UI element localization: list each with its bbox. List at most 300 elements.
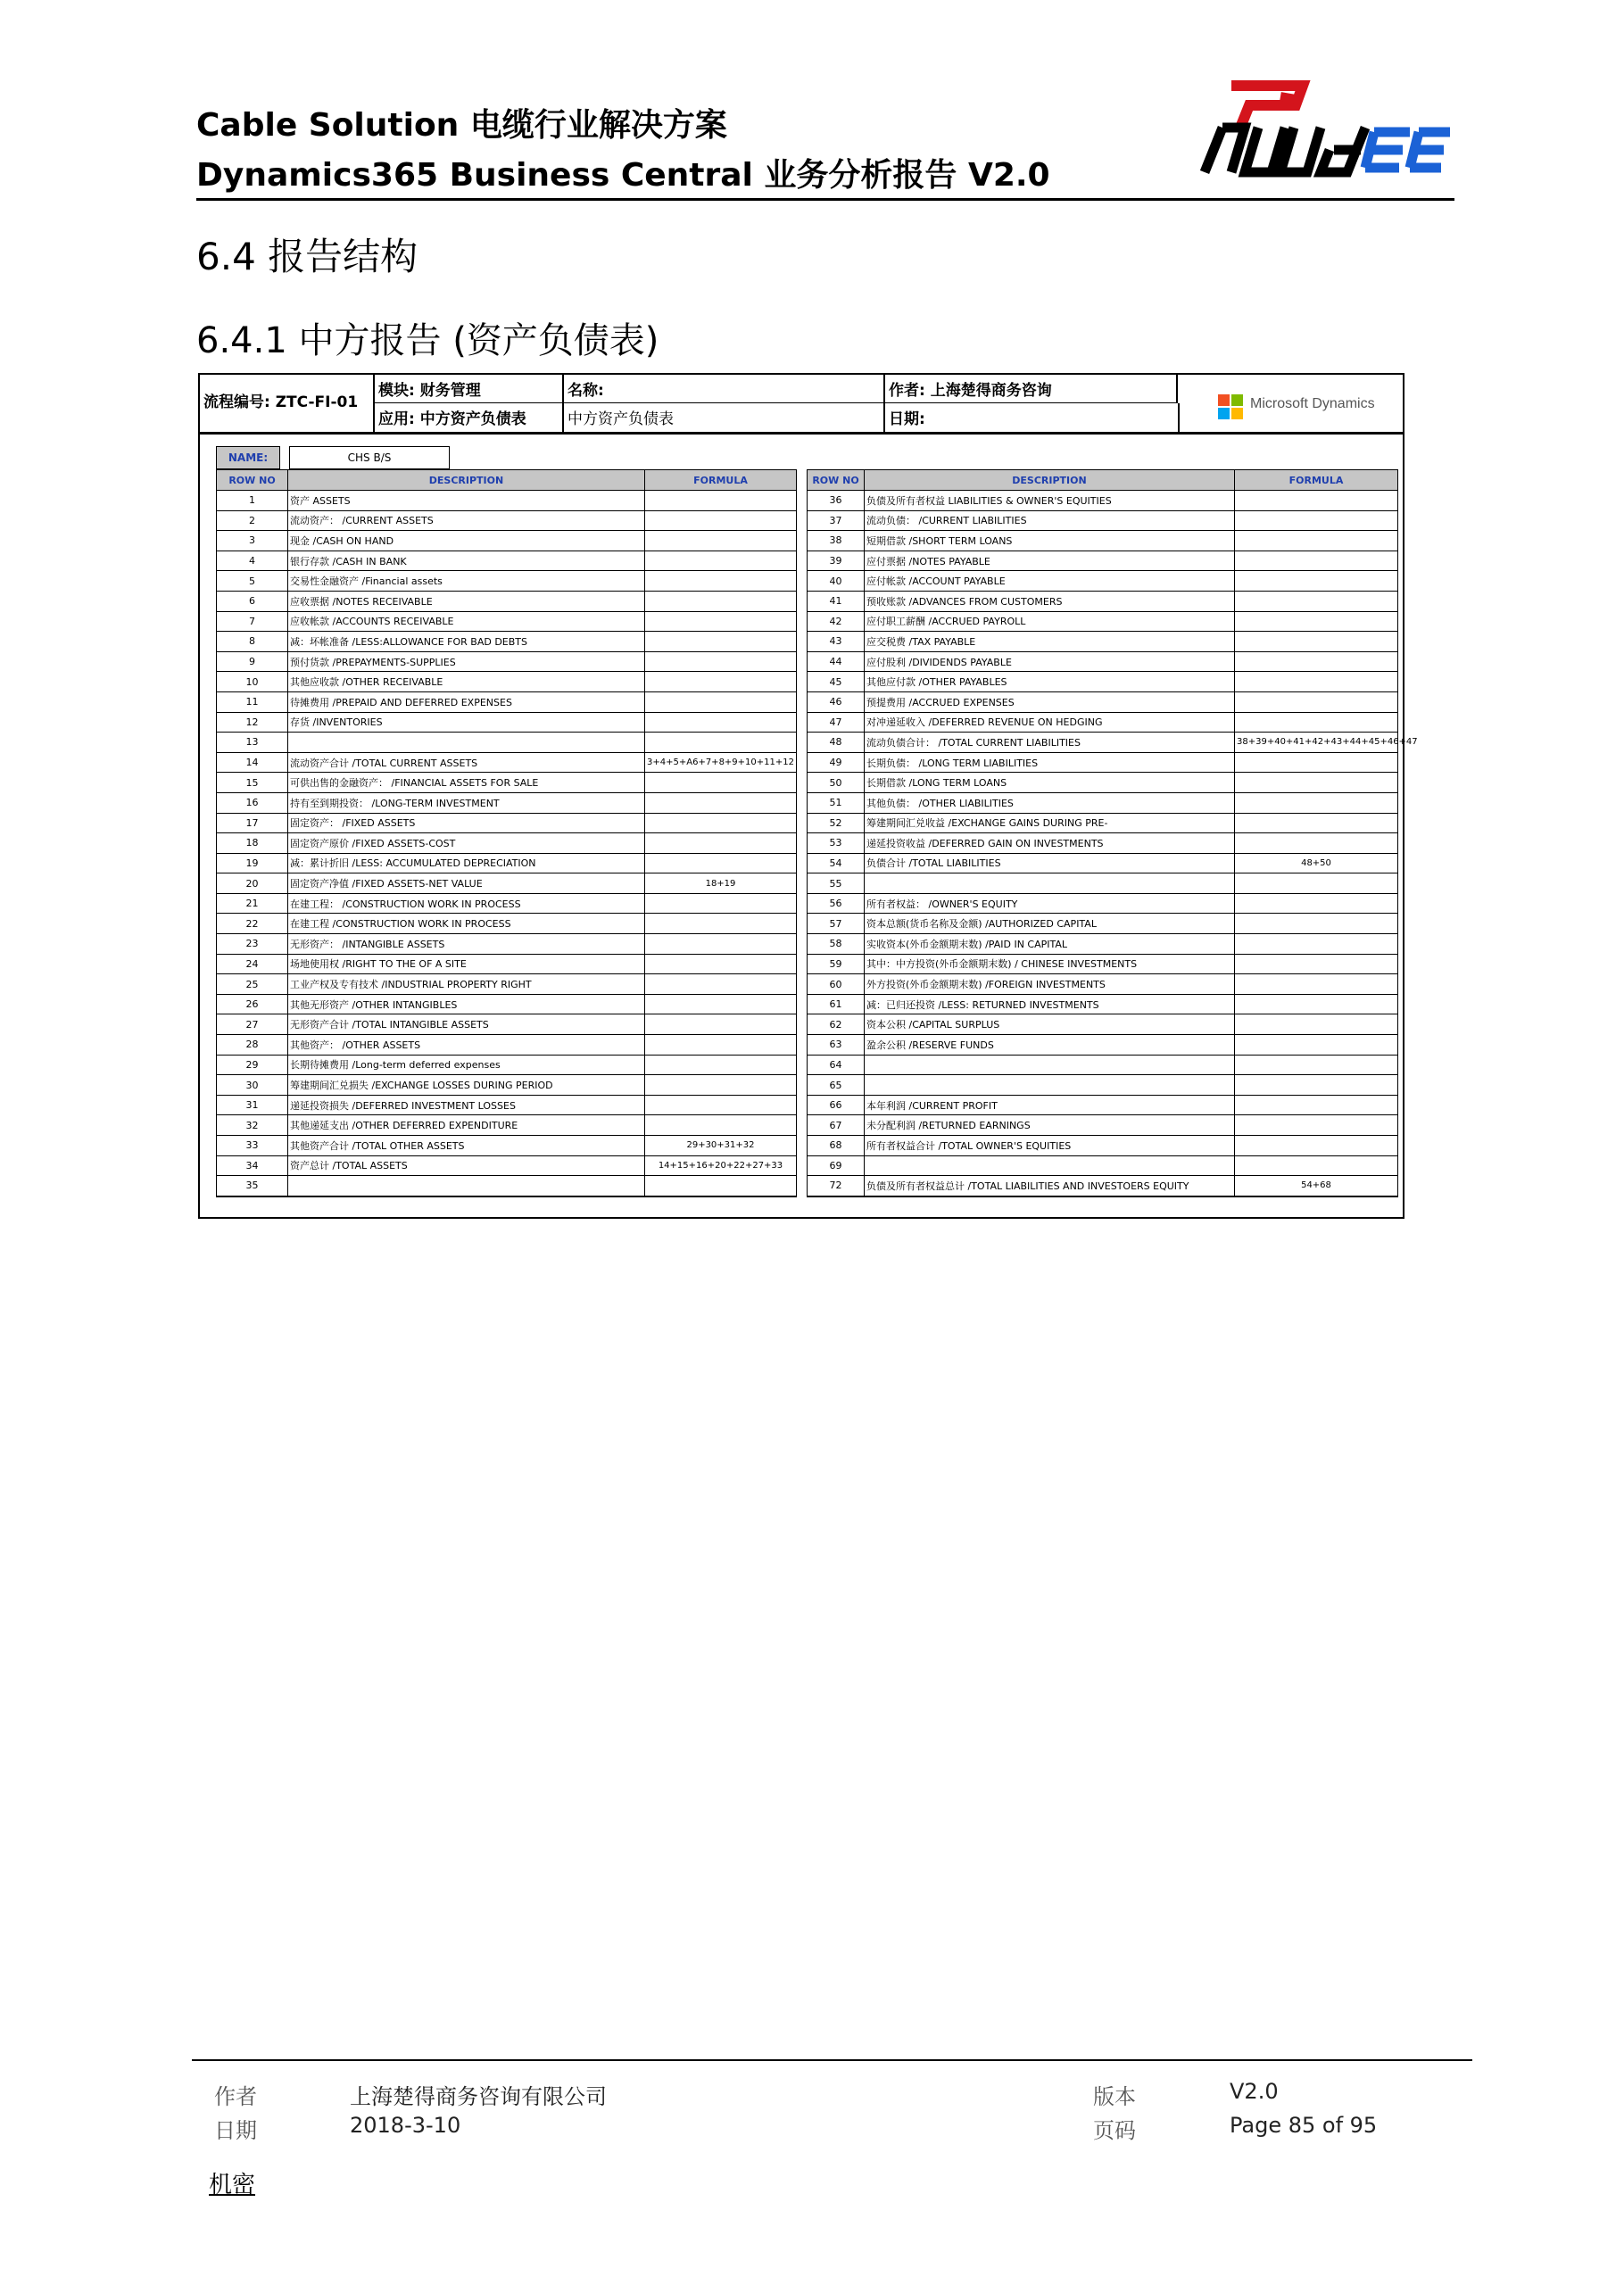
row-number: 11 <box>217 691 288 712</box>
row-description: 固定资产净值 /FIXED ASSETS-NET VALUE <box>288 873 645 894</box>
row-formula <box>1235 672 1398 692</box>
date-field: 日期: <box>883 403 1180 432</box>
row-number: 7 <box>217 611 288 632</box>
row-formula <box>645 591 797 611</box>
table-row <box>217 491 797 511</box>
row-description: 外方投资(外币金额期末数) /FOREIGN INVESTMENTS <box>865 974 1235 995</box>
table-row <box>217 853 797 873</box>
row-description: 资产总计 /TOTAL ASSETS <box>288 1155 645 1176</box>
row-formula <box>645 813 797 833</box>
row-description: 递延投资收益 /DEFERRED GAIN ON INVESTMENTS <box>865 833 1235 854</box>
table-row <box>217 531 797 551</box>
row-formula <box>645 651 797 672</box>
row-number: 26 <box>217 994 288 1014</box>
row-formula <box>1235 571 1398 592</box>
table-row <box>217 611 797 632</box>
row-number: 32 <box>217 1115 288 1136</box>
row-number: 3 <box>217 531 288 551</box>
row-description: 预付货款 /PREPAYMENTS-SUPPLIES <box>288 651 645 672</box>
row-formula: 48+50 <box>1235 853 1398 873</box>
row-formula <box>1235 632 1398 652</box>
table-row <box>808 672 1398 692</box>
row-number: 48 <box>808 733 865 753</box>
row-number: 40 <box>808 571 865 592</box>
row-number: 69 <box>808 1155 865 1176</box>
row-number: 5 <box>217 571 288 592</box>
row-formula <box>645 571 797 592</box>
table-row <box>808 1095 1398 1115</box>
table-row <box>808 1035 1398 1056</box>
row-formula <box>1235 1075 1398 1096</box>
row-description: 待摊费用 /PREPAID AND DEFERRED EXPENSES <box>288 691 645 712</box>
table-row <box>808 1155 1398 1176</box>
table-row <box>217 632 797 652</box>
row-formula <box>1235 934 1398 955</box>
row-formula <box>1235 813 1398 833</box>
row-number: 46 <box>808 691 865 712</box>
row-number: 42 <box>808 611 865 632</box>
form-meta <box>200 375 1403 434</box>
table-row <box>808 611 1398 632</box>
row-number: 19 <box>217 853 288 873</box>
row-formula: 54+68 <box>1235 1176 1398 1196</box>
row-description: 银行存款 /CASH IN BANK <box>288 551 645 571</box>
table-row <box>808 632 1398 652</box>
logo-text: Microsoft Dynamics <box>1250 396 1375 411</box>
row-description: 预收账款 /ADVANCES FROM CUSTOMERS <box>865 591 1235 611</box>
row-description: 无形资产： /INTANGIBLE ASSETS <box>288 934 645 955</box>
row-description: 可供出售的金融资产： /FINANCIAL ASSETS FOR SALE <box>288 773 645 793</box>
row-formula <box>645 833 797 854</box>
logo-square-icon <box>1231 408 1243 419</box>
row-number: 33 <box>217 1136 288 1156</box>
report-form <box>198 373 1418 1219</box>
row-formula <box>1235 1136 1398 1156</box>
row-description: 所有者权益： /OWNER'S EQUITY <box>865 893 1235 914</box>
row-number: 61 <box>808 994 865 1014</box>
row-description: 固定资产原价 /FIXED ASSETS-COST <box>288 833 645 854</box>
footer-page-label: 页码 <box>1093 2118 1136 2143</box>
row-description: 在建工程 /CONSTRUCTION WORK IN PROCESS <box>288 914 645 934</box>
row-number: 17 <box>217 813 288 833</box>
table-row <box>808 893 1398 914</box>
row-description: 应收帐款 /ACCOUNTS RECEIVABLE <box>288 611 645 632</box>
row-formula <box>645 1115 797 1136</box>
row-description: 未分配利润 /RETURNED EARNINGS <box>865 1115 1235 1136</box>
row-description: 应付帐款 /ACCOUNT PAYABLE <box>865 571 1235 592</box>
table-row <box>217 1176 797 1196</box>
row-description: 负债及所有者权益总计 /TOTAL LIABILITIES AND INVESTOERS EQUITY <box>865 1176 1235 1196</box>
row-description: 应付票据 /NOTES PAYABLE <box>865 551 1235 571</box>
row-formula <box>1235 893 1398 914</box>
row-formula <box>645 974 797 995</box>
module-field: 模块: 财务管理 <box>375 375 564 403</box>
footer-version-value: V2.0 <box>1230 2079 1279 2104</box>
row-description: 交易性金融资产 /Financial assets <box>288 571 645 592</box>
row-number: 68 <box>808 1136 865 1156</box>
row-formula <box>1235 1055 1398 1075</box>
table-row <box>808 813 1398 833</box>
row-number: 13 <box>217 733 288 753</box>
table-row <box>217 651 797 672</box>
table-row <box>217 813 797 833</box>
row-number: 55 <box>808 873 865 894</box>
row-number: 18 <box>217 833 288 854</box>
row-number: 22 <box>217 914 288 934</box>
row-description: 应交税费 /TAX PAYABLE <box>865 632 1235 652</box>
table-row <box>808 733 1398 753</box>
table-row <box>808 833 1398 854</box>
row-formula <box>1235 1095 1398 1115</box>
report-name-label: NAME: <box>216 446 280 469</box>
row-formula <box>1235 551 1398 571</box>
row-formula <box>1235 954 1398 974</box>
meta-rule <box>200 432 1403 435</box>
table-row <box>217 1095 797 1115</box>
row-description: 长期待摊费用 /Long-term deferred expenses <box>288 1055 645 1075</box>
microsoft-dynamics-logo <box>1213 387 1396 421</box>
row-description: 流动负债合计： /TOTAL CURRENT LIABILITIES <box>865 733 1235 753</box>
row-formula <box>645 712 797 733</box>
row-description: 其他应收款 /OTHER RECEIVABLE <box>288 672 645 692</box>
footer-page-value: Page 85 of 95 <box>1230 2113 1378 2138</box>
row-description: 减：累计折旧 /LESS: ACCUMULATED DEPRECIATION <box>288 853 645 873</box>
footer-date-label: 日期 <box>214 2118 257 2143</box>
company-logo <box>1196 79 1454 186</box>
row-description: 负债合计 /TOTAL LIABILITIES <box>865 853 1235 873</box>
row-formula <box>1235 491 1398 511</box>
row-number: 23 <box>217 934 288 955</box>
table-row <box>808 1055 1398 1075</box>
row-formula <box>645 1035 797 1056</box>
table-row <box>217 691 797 712</box>
row-number: 45 <box>808 672 865 692</box>
row-formula <box>1235 773 1398 793</box>
row-description: 流动资产合计 /TOTAL CURRENT ASSETS <box>288 752 645 773</box>
row-description <box>865 1075 1235 1096</box>
row-description: 长期借款 /LONG TERM LOANS <box>865 773 1235 793</box>
table-row <box>217 914 797 934</box>
row-description <box>865 873 1235 894</box>
table-row <box>808 1075 1398 1096</box>
table-row <box>217 1014 797 1035</box>
row-description: 应收票据 /NOTES RECEIVABLE <box>288 591 645 611</box>
col-description: DESCRIPTION <box>288 470 645 491</box>
table-row <box>217 1136 797 1156</box>
table-row <box>217 1075 797 1096</box>
row-description: 固定资产： /FIXED ASSETS <box>288 813 645 833</box>
row-description: 资本公积 /CAPITAL SURPLUS <box>865 1014 1235 1035</box>
row-number: 63 <box>808 1035 865 1056</box>
row-number: 56 <box>808 893 865 914</box>
row-number: 10 <box>217 672 288 692</box>
table-row <box>808 773 1398 793</box>
table-row <box>217 1115 797 1136</box>
table-row <box>808 651 1398 672</box>
row-description: 长期负债： /LONG TERM LIABILITIES <box>865 752 1235 773</box>
row-formula: 38+39+40+41+42+43+44+45+46+47 <box>1235 733 1398 753</box>
row-number: 12 <box>217 712 288 733</box>
row-number: 24 <box>217 954 288 974</box>
table-row <box>808 1176 1398 1196</box>
row-number: 53 <box>808 833 865 854</box>
row-description: 应付股利 /DIVIDENDS PAYABLE <box>865 651 1235 672</box>
row-description: 其他递延支出 /OTHER DEFERRED EXPENDITURE <box>288 1115 645 1136</box>
row-number: 49 <box>808 752 865 773</box>
row-formula <box>645 1014 797 1035</box>
report-name-value: CHS B/S <box>289 446 450 469</box>
row-description: 在建工程： /CONSTRUCTION WORK IN PROCESS <box>288 893 645 914</box>
table-row <box>217 712 797 733</box>
row-formula <box>645 1055 797 1075</box>
row-number: 28 <box>217 1035 288 1056</box>
row-number: 67 <box>808 1115 865 1136</box>
document-title-line2: Dynamics365 Business Central 业务分析报告 V2.0 <box>196 157 1050 194</box>
footer-author-label: 作者 <box>214 2084 257 2109</box>
table-row <box>808 934 1398 955</box>
row-formula <box>645 1075 797 1096</box>
row-formula <box>1235 691 1398 712</box>
row-formula <box>645 510 797 531</box>
name-label: 名称: <box>564 375 885 403</box>
row-description: 本年利润 /CURRENT PROFIT <box>865 1095 1235 1115</box>
row-formula: 29+30+31+32 <box>645 1136 797 1156</box>
document-title-line1: Cable Solution 电缆行业解决方案 <box>196 107 727 144</box>
row-formula <box>645 551 797 571</box>
col-formula: FORMULA <box>1235 470 1398 491</box>
table-row <box>217 792 797 813</box>
col-description: DESCRIPTION <box>865 470 1235 491</box>
name-value: 中方资产负债表 <box>564 403 885 432</box>
author-field: 作者: 上海楚得商务咨询 <box>883 375 1178 403</box>
row-description: 其他资产： /OTHER ASSETS <box>288 1035 645 1056</box>
row-number: 21 <box>217 893 288 914</box>
liabilities-table <box>807 469 1418 1197</box>
table-row <box>217 551 797 571</box>
table-row <box>217 571 797 592</box>
row-description: 负债及所有者权益 LIABILITIES & OWNER'S EQUITIES <box>865 491 1235 511</box>
row-number: 36 <box>808 491 865 511</box>
row-formula <box>645 672 797 692</box>
row-formula <box>1235 531 1398 551</box>
row-description: 其他资产合计 /TOTAL OTHER ASSETS <box>288 1136 645 1156</box>
row-formula: 3+4+5+A6+7+8+9+10+11+12 <box>645 752 797 773</box>
row-number: 16 <box>217 792 288 813</box>
row-description: 实收资本(外币金额期末数) /PAID IN CAPITAL <box>865 934 1235 955</box>
row-number: 66 <box>808 1095 865 1115</box>
col-formula: FORMULA <box>645 470 797 491</box>
row-description: 无形资产合计 /TOTAL INTANGIBLE ASSETS <box>288 1014 645 1035</box>
row-number: 29 <box>217 1055 288 1075</box>
table-row <box>217 773 797 793</box>
row-description: 存货 /INVENTORIES <box>288 712 645 733</box>
row-description: 应付职工薪酬 /ACCRUED PAYROLL <box>865 611 1235 632</box>
row-description: 对冲递延收入 /DEFERRED REVENUE ON HEDGING <box>865 712 1235 733</box>
row-number: 57 <box>808 914 865 934</box>
row-formula <box>645 994 797 1014</box>
table-row <box>808 853 1398 873</box>
table-row <box>217 954 797 974</box>
row-description: 其他无形资产 /OTHER INTANGIBLES <box>288 994 645 1014</box>
row-number: 9 <box>217 651 288 672</box>
row-formula <box>645 954 797 974</box>
application-field: 应用: 中方资产负债表 <box>375 403 564 432</box>
confidential-mark: 机密 <box>209 2172 256 2198</box>
row-description: 其中：中方投资(外币金额期末数) / CHINESE INVESTMENTS <box>865 954 1235 974</box>
table-row <box>808 994 1398 1014</box>
row-formula <box>645 1176 797 1196</box>
row-number: 52 <box>808 813 865 833</box>
footer-author-value: 上海楚得商务咨询有限公司 <box>350 2084 607 2109</box>
logo-square-icon <box>1231 394 1243 406</box>
row-number: 54 <box>808 853 865 873</box>
row-number: 44 <box>808 651 865 672</box>
row-number: 64 <box>808 1055 865 1075</box>
table-row <box>808 1115 1398 1136</box>
row-number: 35 <box>217 1176 288 1196</box>
row-formula <box>1235 1155 1398 1176</box>
row-description: 短期借款 /SHORT TERM LOANS <box>865 531 1235 551</box>
table-row <box>808 551 1398 571</box>
row-number: 65 <box>808 1075 865 1096</box>
row-number: 20 <box>217 873 288 894</box>
row-description: 其他应付款 /OTHER PAYABLES <box>865 672 1235 692</box>
table-row <box>808 752 1398 773</box>
row-description: 减：已归还投资 /LESS: RETURNED INVESTMENTS <box>865 994 1235 1014</box>
row-formula <box>1235 792 1398 813</box>
row-number: 8 <box>217 632 288 652</box>
table-row <box>217 873 797 894</box>
row-description: 持有至到期投资： /LONG-TERM INVESTMENT <box>288 792 645 813</box>
row-number: 59 <box>808 954 865 974</box>
row-description: 其他负债： /OTHER LIABILITIES <box>865 792 1235 813</box>
row-description <box>865 1155 1235 1176</box>
header-rule <box>196 198 1454 201</box>
row-formula: 14+15+16+20+22+27+33 <box>645 1155 797 1176</box>
row-number: 31 <box>217 1095 288 1115</box>
row-description: 流动资产： /CURRENT ASSETS <box>288 510 645 531</box>
row-formula <box>1235 1115 1398 1136</box>
row-formula <box>645 632 797 652</box>
row-number: 41 <box>808 591 865 611</box>
row-formula <box>645 531 797 551</box>
row-formula <box>1235 974 1398 995</box>
row-number: 1 <box>217 491 288 511</box>
row-description <box>288 1176 645 1196</box>
table-row <box>217 591 797 611</box>
row-number: 2 <box>217 510 288 531</box>
row-number: 30 <box>217 1075 288 1096</box>
row-number: 4 <box>217 551 288 571</box>
row-formula <box>1235 1014 1398 1035</box>
row-description: 筹建期间汇兑损失 /EXCHANGE LOSSES DURING PERIOD <box>288 1075 645 1096</box>
row-formula <box>1235 752 1398 773</box>
table-row <box>808 510 1398 531</box>
row-number: 72 <box>808 1176 865 1196</box>
col-row-no: ROW NO <box>808 470 865 491</box>
process-number: 流程编号: ZTC-FI-01 <box>200 375 375 432</box>
footer-version-label: 版本 <box>1093 2084 1136 2109</box>
row-formula <box>645 691 797 712</box>
row-formula <box>645 733 797 753</box>
row-description: 减：坏帐准备 /LESS:ALLOWANCE FOR BAD DEBTS <box>288 632 645 652</box>
row-number: 15 <box>217 773 288 793</box>
row-number: 62 <box>808 1014 865 1035</box>
table-row <box>217 974 797 995</box>
table-row <box>808 974 1398 995</box>
row-description: 递延投资损失 /DEFERRED INVESTMENT LOSSES <box>288 1095 645 1115</box>
row-description: 所有者权益合计 /TOTAL OWNER'S EQUITIES <box>865 1136 1235 1156</box>
row-description: 现金 /CASH ON HAND <box>288 531 645 551</box>
row-formula <box>1235 611 1398 632</box>
row-formula <box>645 853 797 873</box>
row-number: 37 <box>808 510 865 531</box>
subsection-heading: 6.4.1 中方报告 (资产负债表) <box>196 320 659 361</box>
table-row <box>808 873 1398 894</box>
row-description: 筹建期间汇兑收益 /EXCHANGE GAINS DURING PRE- <box>865 813 1235 833</box>
row-description: 工业产权及专有技术 /INDUSTRIAL PROPERTY RIGHT <box>288 974 645 995</box>
table-row <box>808 491 1398 511</box>
row-formula <box>1235 1035 1398 1056</box>
assets-table <box>216 469 797 1197</box>
row-formula <box>1235 873 1398 894</box>
row-number: 51 <box>808 792 865 813</box>
table-row <box>808 914 1398 934</box>
row-number: 43 <box>808 632 865 652</box>
section-heading: 6.4 报告结构 <box>196 235 418 278</box>
row-number: 34 <box>217 1155 288 1176</box>
row-formula: 18+19 <box>645 873 797 894</box>
row-number: 38 <box>808 531 865 551</box>
row-formula <box>645 491 797 511</box>
row-number: 39 <box>808 551 865 571</box>
row-number: 25 <box>217 974 288 995</box>
table-row <box>808 691 1398 712</box>
table-row <box>808 712 1398 733</box>
row-number: 60 <box>808 974 865 995</box>
row-formula <box>645 893 797 914</box>
row-description: 资本总额(货币名称及金额) /AUTHORIZED CAPITAL <box>865 914 1235 934</box>
row-number: 6 <box>217 591 288 611</box>
row-number: 50 <box>808 773 865 793</box>
table-row <box>217 672 797 692</box>
footer-rule <box>192 2059 1472 2061</box>
table-row <box>217 1055 797 1075</box>
row-number: 27 <box>217 1014 288 1035</box>
row-formula <box>645 773 797 793</box>
footer-date-value: 2018-3-10 <box>350 2113 461 2138</box>
row-description <box>865 1055 1235 1075</box>
table-row <box>808 1014 1398 1035</box>
row-description: 盈余公积 /RESERVE FUNDS <box>865 1035 1235 1056</box>
table-row <box>808 571 1398 592</box>
col-row-no: ROW NO <box>217 470 288 491</box>
table-row <box>808 531 1398 551</box>
row-formula <box>645 611 797 632</box>
table-row <box>217 833 797 854</box>
table-row <box>217 893 797 914</box>
row-number: 58 <box>808 934 865 955</box>
row-formula <box>1235 914 1398 934</box>
table-row <box>217 994 797 1014</box>
table-row <box>808 792 1398 813</box>
table-row <box>217 752 797 773</box>
row-formula <box>1235 510 1398 531</box>
row-formula <box>1235 833 1398 854</box>
row-formula <box>1235 712 1398 733</box>
table-row <box>217 934 797 955</box>
row-formula <box>1235 651 1398 672</box>
